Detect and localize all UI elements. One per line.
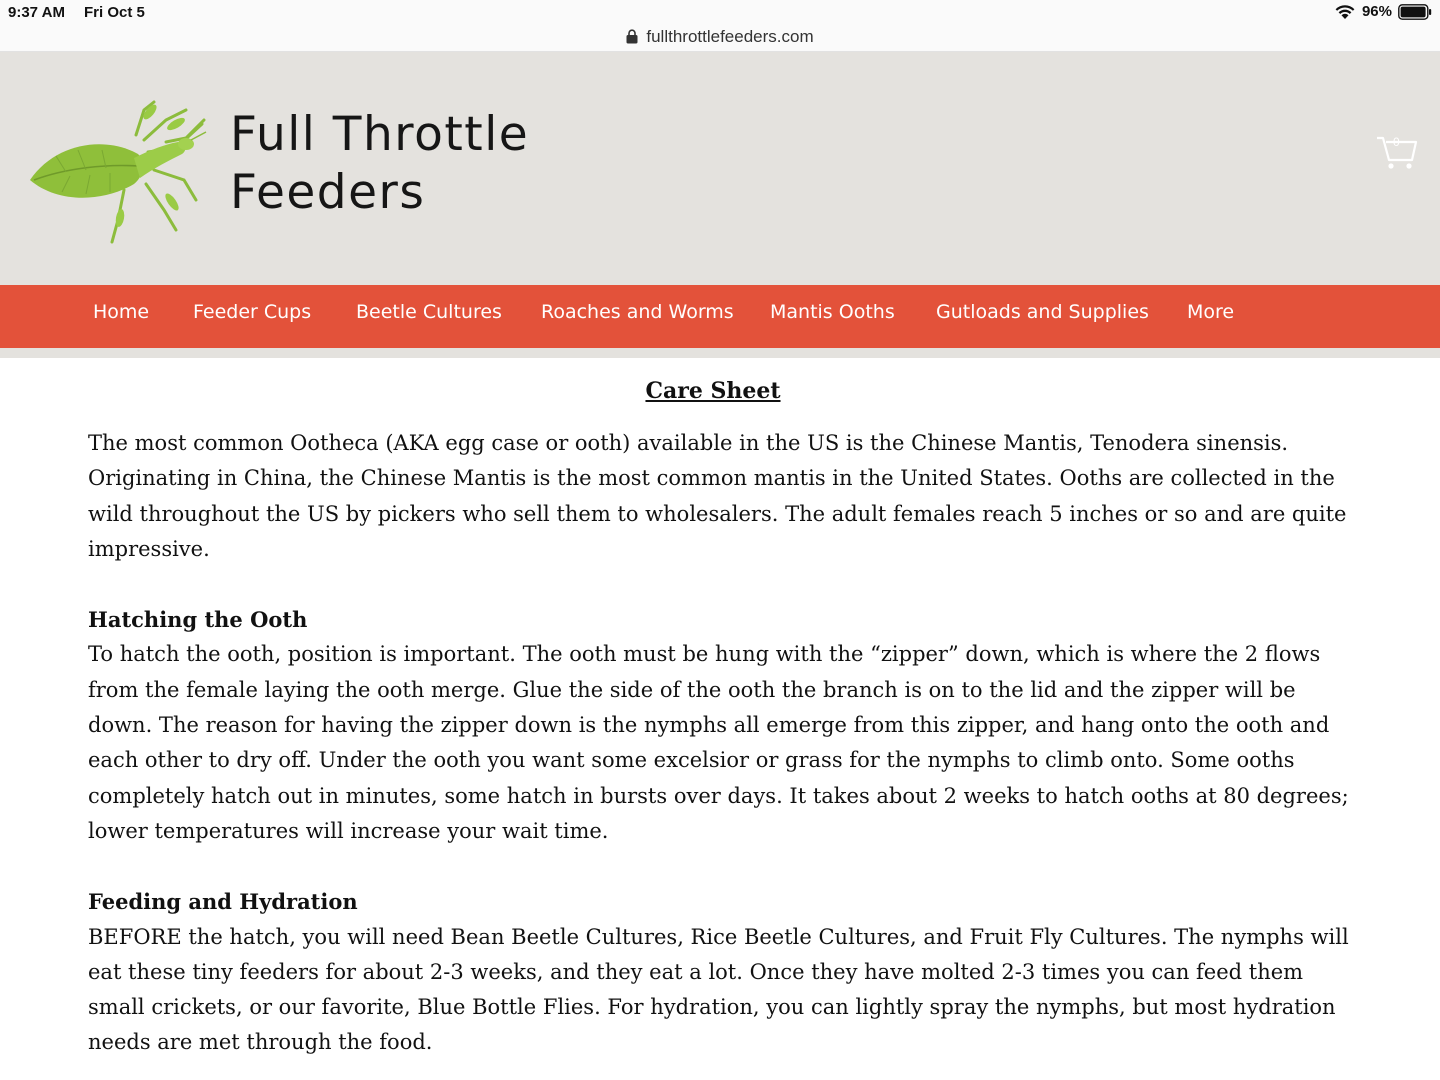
url-display[interactable] bbox=[626, 27, 813, 47]
intro-paragraph: The most common Ootheca (AKA egg case or ooth) available in the US is the Chinese Mantis, Tenodera sinensis. Originating in China, the Chinese Mantis is the most common mantis in the United States. Ooths are collected in the wild throughout the US by pickers who sell them to wholesalers. The adult females reach 5 inches or so and are quite impressive. bbox=[88, 431, 1347, 561]
nav-item-more[interactable]: More bbox=[1187, 301, 1235, 323]
page-title: Care Sheet bbox=[645, 378, 781, 404]
site-header bbox=[0, 52, 1440, 285]
nav-item-roaches-and-worms[interactable]: Roaches and Worms bbox=[541, 301, 734, 323]
nav-item-home[interactable]: Home bbox=[93, 301, 150, 323]
nav-item-mantis-ooths[interactable]: Mantis Ooths bbox=[770, 301, 895, 323]
section-body-feeding: BEFORE the hatch, you will need Bean Beetle Cultures, Rice Beetle Cultures, and Fruit Fly Cultures. The nymphs will eat these tiny feeders for about 2-3 weeks, and they eat a lot. Once they have molted 2-3 times you can feed them small crickets, or our favorite, Blue Bottle Flies. For hydration, you can lightly spray the nymphs, but most hydration needs are met through the food. bbox=[88, 924, 1349, 1055]
care-sheet-content bbox=[88, 358, 1358, 1061]
cart-count: 0 bbox=[1393, 135, 1400, 149]
site-title-line1: Full Throttle bbox=[230, 107, 530, 162]
nav-item-beetle-cultures[interactable]: Beetle Cultures bbox=[356, 301, 502, 323]
status-indicators bbox=[1334, 3, 1432, 20]
cart-button[interactable] bbox=[1376, 132, 1418, 174]
site-title[interactable] bbox=[230, 106, 630, 222]
url-text: fullthrottlefeeders.com bbox=[646, 26, 814, 46]
section-title-feeding: Feeding and Hydration bbox=[88, 889, 358, 915]
section-title-hatching: Hatching the Ooth bbox=[88, 607, 308, 633]
site-title-line2: Feeders bbox=[230, 165, 426, 220]
battery-percent: 96% bbox=[1361, 3, 1392, 20]
address-bar[interactable] bbox=[0, 22, 1440, 52]
main-nav bbox=[0, 285, 1440, 348]
battery-icon bbox=[1398, 4, 1432, 20]
nav-item-gutloads-and-supplies[interactable]: Gutloads and Supplies bbox=[936, 301, 1149, 323]
status-time: 9:37 AM bbox=[8, 4, 65, 21]
wifi-icon bbox=[1334, 4, 1356, 20]
lock-icon bbox=[626, 29, 638, 44]
section-body-hatching: To hatch the ooth, position is important. The ooth must be hung with the “zipper” down, which is where the 2 flows from the female laying the ooth merge. Glue the side of the ooth the branch is on to the lid and the zipper will be down. The reason for having the zipper down is the nymphs all emerge from this zipper, and hang onto the ooth and each other to dry off. Under the ooth you want some excelsior or grass for the nymphs to climb onto. Some ooths completely hatch out in minutes, some hatch in bursts over days. It takes about 2 weeks to hatch ooths at 80 degrees; lower temperatures will increase your wait time. bbox=[88, 642, 1349, 843]
status-date: Fri Oct 5 bbox=[84, 4, 145, 21]
nav-divider bbox=[0, 348, 1440, 358]
leaf-insect-logo[interactable] bbox=[26, 80, 210, 250]
nav-item-feeder-cups[interactable]: Feeder Cups bbox=[193, 301, 312, 323]
